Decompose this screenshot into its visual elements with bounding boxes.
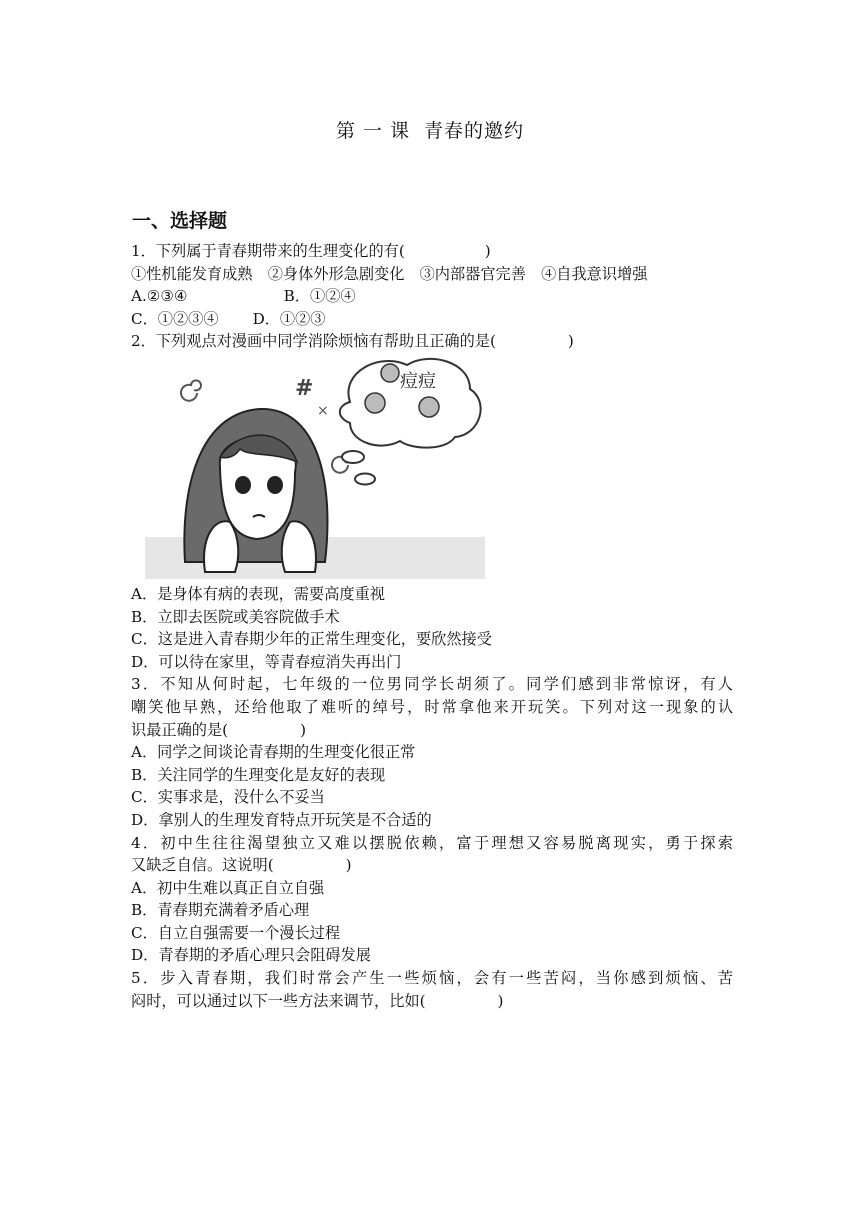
- option-c: C．①②③④: [131, 309, 219, 328]
- question-1-items: ①性机能发育成熟 ②身体外形急剧变化 ③内部器官完善 ④自我意识增强: [131, 264, 648, 283]
- question-3-line-2: 嘲笑他早熟，还给他取了难听的绰号，时常拿他来开玩笑。下列对这一现象的认: [131, 697, 733, 716]
- question-2-option-b: B．立即去医院或美容院做手术: [131, 607, 340, 626]
- question-5-line-2: 闷时，可以通过以下一些方法来调节，比如( ): [131, 991, 504, 1010]
- option-b: B．①②④: [283, 287, 356, 306]
- question-3-option-a: A．同学之间谈论青春期的生理变化很正常: [131, 743, 416, 762]
- question-4-option-c: C．自立自强需要一个漫长过程: [131, 923, 341, 942]
- hash-icon: #: [295, 375, 314, 401]
- comic-bubble-text: 痘痘: [400, 370, 436, 392]
- thought-bubble: [340, 359, 481, 485]
- question-2-option-d: D．可以待在家里，等青春痘消失再出门: [131, 652, 402, 671]
- question-2-option-a: A．是身体有病的表现，需要高度重视: [131, 584, 385, 603]
- question-4-option-b: B．青春期充满着矛盾心理: [131, 901, 310, 920]
- option-a: A.②③④: [131, 287, 188, 306]
- question-3-option-d: D．拿别人的生理发育特点开玩笑是不合适的: [131, 810, 432, 829]
- question-4-option-a: A．初中生难以真正自立自强: [131, 878, 325, 897]
- question-1-options-cd: [131, 308, 733, 331]
- comic-girl: [184, 409, 327, 572]
- lesson-title: [0, 116, 860, 143]
- question-3-line-3: 识最正确的是( ): [131, 720, 306, 739]
- swirl-icon: [181, 380, 201, 400]
- question-4-line-2: 又缺乏自信。这说明( ): [131, 856, 352, 875]
- question-3-option-b: B．关注同学的生理变化是友好的表现: [131, 765, 386, 784]
- cross-icon: ×: [317, 402, 329, 419]
- question-1-options-ab: [131, 285, 733, 308]
- lesson-name: 青春的邀约: [424, 120, 525, 142]
- section-heading: 一、选择题: [132, 210, 228, 232]
- question-2-option-c: C．这是进入青春期少年的正常生理变化，要欣然接受: [131, 630, 492, 649]
- question-3-option-c: C．实事求是，没什么不妥当: [131, 788, 325, 807]
- question-2-stem: 2．下列观点对漫画中同学消除烦恼有帮助且正确的是( ): [131, 332, 574, 351]
- question-4-option-d: D．青春期的矛盾心理只会阻碍发展: [131, 946, 371, 965]
- lesson-number: 第 一 课: [335, 120, 411, 142]
- option-d: D．①②③: [252, 309, 326, 328]
- question-5-line-1: 5．步入青春期，我们时常会产生一些烦恼，会有一些苦闷，当你感到烦恼、苦: [131, 969, 733, 988]
- question-3-line-1: 3．不知从何时起，七年级的一位男同学长胡须了。同学们感到非常惊讶，有人: [131, 675, 733, 694]
- question-4-line-1: 4．初中生往往渴望独立又难以摆脱依赖，富于理想又容易脱离现实，勇于探索: [131, 833, 733, 852]
- question-list: [131, 240, 733, 1012]
- question-1-stem: 1．下列属于青春期带来的生理变化的有( ): [131, 242, 491, 260]
- comic-figure: [145, 357, 485, 579]
